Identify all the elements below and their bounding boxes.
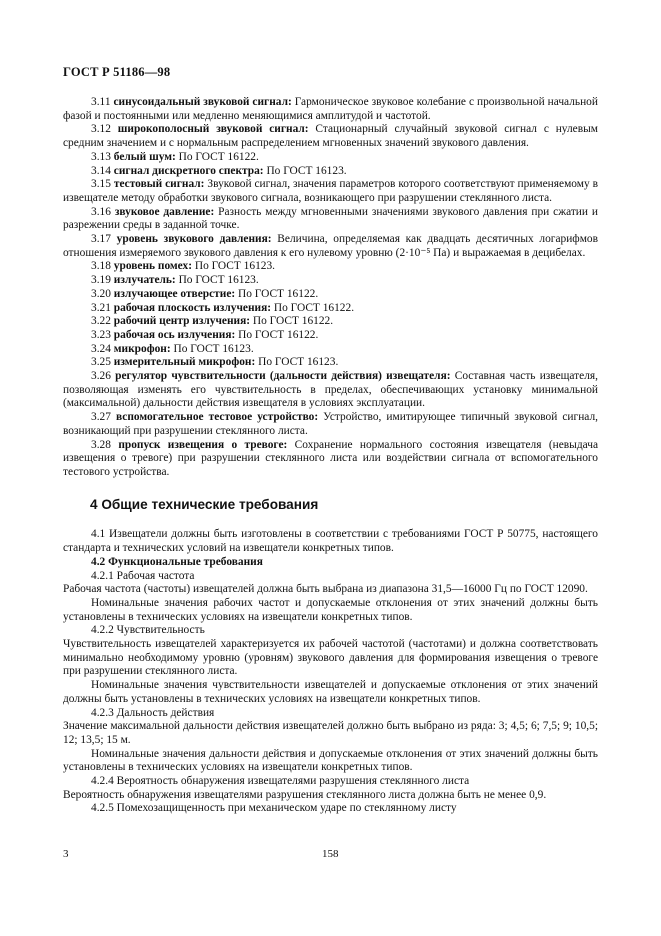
definition-number: 3.13: [91, 150, 111, 163]
definition-term: измерительный микрофон:: [113, 356, 256, 369]
paragraph-4-2-1b: Номинальные значения рабочих частот и допускаемые отклонения от этих значений должны быть установлены в технических условиях на извещатели конкретных типов.: [63, 596, 598, 623]
definition-text: По ГОСТ 16123.: [255, 356, 339, 369]
definition-text: По ГОСТ 16122.: [235, 287, 319, 300]
definition-text: Величина, определяемая как двадцать десятичных логарифмов отношения измеряемого звукового давления к его нулевому уровню (2·10⁻⁵ Па) и выражаемая в децибелах.: [63, 233, 598, 259]
definitions-list: [63, 96, 598, 480]
definition-item: [63, 370, 598, 411]
definition-term: рабочая плоскость излучения:: [113, 301, 272, 314]
definition-number: 3.15: [91, 178, 111, 191]
definition-text: По ГОСТ 16123.: [263, 164, 347, 177]
definition-item: [63, 343, 598, 357]
definition-term: белый шум:: [113, 150, 176, 163]
definition-term: тестовый сигнал:: [113, 178, 205, 191]
definition-term: рабочая ось излучения:: [113, 328, 236, 341]
definition-text: По ГОСТ 16123.: [170, 342, 254, 355]
definition-item: [63, 274, 598, 288]
document-header: ГОСТ Р 51186—98: [63, 65, 171, 79]
definition-item: [63, 315, 598, 329]
definition-term: звуковое давление:: [114, 205, 215, 218]
definition-text: По ГОСТ 16122.: [235, 328, 319, 341]
definition-term: вспомогательное тестовое устройство:: [115, 411, 319, 424]
definition-item: [63, 165, 598, 179]
definition-text: Сохранение нормального состояния извещателя (невыдача извещения о тревоге) при разрушении стеклянного листа или воздействии сигнала от вспомогательного тестового устройства.: [63, 438, 598, 478]
definition-text: По ГОСТ 16122.: [175, 150, 259, 163]
definition-item: [63, 233, 598, 260]
definition-number: 3.22: [91, 315, 111, 328]
definition-number: 3.28: [91, 438, 111, 451]
definition-item: [63, 178, 598, 205]
definition-item: [63, 356, 598, 370]
definition-number: 3.24: [91, 342, 111, 355]
definition-text: Составная часть извещателя, позволяющая изменять его чувствительность в пределах, обеспечивающих установку минимальной (максимальной) дальности действия извещателя в условиях эксплуатации.: [63, 370, 598, 410]
definition-number: 3.21: [91, 301, 111, 314]
definition-term: сигнал дискретного спектра:: [113, 164, 264, 177]
paragraph-4-2-3b: Номинальные значения дальности действия и допускаемые отклонения от этих значений должны быть установлены в технических условиях на извещатели конкретных типов.: [63, 747, 598, 774]
definition-item: [63, 302, 598, 316]
definition-number: 3.25: [91, 356, 111, 369]
heading-4-2-5: 4.2.5 Помехозащищенность при механическом ударе по стеклянному листу: [91, 802, 457, 815]
definition-item: [63, 96, 598, 123]
definition-item: [63, 260, 598, 274]
definition-term: излучающее отверстие:: [113, 287, 236, 300]
definition-number: 3.26: [91, 370, 111, 383]
definition-text: По ГОСТ 16123.: [192, 260, 276, 273]
definition-number: 3.12: [91, 123, 111, 136]
heading-4-2: 4.2 Функциональные требования: [91, 555, 263, 568]
definition-number: 3.11: [91, 96, 111, 108]
paragraph-4-2-4a: Вероятность обнаружения извещателями разрушения стеклянного листа должна быть не менее 0,9.: [63, 788, 547, 801]
definition-term: рабочий центр излучения:: [113, 315, 251, 328]
definition-term: широкополосный звуковой сигнал:: [117, 123, 309, 136]
section-4-title: 4 Общие технические требования: [90, 496, 319, 512]
definition-item: [63, 439, 598, 480]
heading-4-2-2: 4.2.2 Чувствительность: [91, 624, 205, 637]
definition-item: [63, 151, 598, 165]
definition-number: 3.14: [91, 164, 111, 177]
paragraph-4-1: 4.1 Извещатели должны быть изготовлены в соответствии с требованиями ГОСТ Р 50775, настоящего стандарта и технических условий на извещатели конкретных типов.: [63, 528, 598, 555]
definition-term: уровень звукового давления:: [116, 233, 272, 246]
definition-item: [63, 329, 598, 343]
definition-term: синусоидальный звуковой сигнал:: [113, 96, 292, 108]
page-number-left: 3: [63, 848, 69, 860]
definition-item: [63, 123, 598, 150]
definition-item: [63, 411, 598, 438]
heading-4-2-4: 4.2.4 Вероятность обнаружения извещателями разрушения стеклянного листа: [91, 775, 470, 788]
heading-4-2-3: 4.2.3 Дальность действия: [91, 706, 215, 719]
definition-number: 3.20: [91, 287, 111, 300]
definition-text: Разность между мгновенными значениями звукового давления при сжатии и разрежении среды в заданной точке.: [63, 205, 598, 232]
definition-term: микрофон:: [113, 342, 171, 355]
definition-number: 3.16: [91, 205, 111, 218]
definition-text: По ГОСТ 16122.: [250, 315, 334, 328]
paragraph-4-2-1a: Рабочая частота (частоты) извещателей должна быть выбрана из диапазона 31,5—16000 Гц по ГОСТ 12090.: [63, 583, 588, 596]
definition-text: Гармоническое звуковое колебание с произвольной начальной фазой и постоянными или медленно меняющимися амплитудой и частотой.: [63, 96, 598, 122]
definition-number: 3.18: [91, 260, 111, 273]
definition-text: Устройство, имитирующее типичный звуковой сигнал, возникающий при разрушении стеклянного листа.: [63, 411, 598, 437]
paragraph-4-2-2b: Номинальные значения чувствительности извещателей и допускаемые отклонения от этих значений должны быть установлены в технических условиях на извещатели конкретных типов.: [63, 679, 598, 705]
paragraph-4-2-3a: Значение максимальной дальности действия извещателей должно быть выбрано из ряда: 3; 4,5; 6; 7,5; 9; 10,5; 12; 13,5; 15 м.: [63, 720, 598, 746]
definition-item: [63, 206, 598, 233]
page-number-center: 158: [322, 848, 339, 860]
definition-term: пропуск извещения о тревоге:: [118, 438, 288, 451]
definition-text: Стационарный случайный звуковой сигнал с нулевым средним значением и с нормальным распределением мгновенных значений звукового давления.: [63, 123, 598, 150]
definition-term: уровень помех:: [113, 260, 192, 273]
definition-number: 3.27: [91, 411, 111, 424]
definition-number: 3.23: [91, 328, 111, 341]
definition-text: По ГОСТ 16122.: [271, 301, 355, 314]
definition-text: По ГОСТ 16123.: [175, 274, 259, 287]
document-body: [63, 96, 598, 816]
definition-text: Звуковой сигнал, значения параметров которого соответствуют применяемому в извещателе методу обработки звукового сигнала, возникающего при разрушении стеклянного листа.: [63, 178, 598, 204]
definition-number: 3.17: [91, 233, 111, 246]
definition-term: излучатель:: [113, 274, 176, 287]
heading-4-2-1: 4.2.1 Рабочая частота: [91, 569, 195, 582]
definition-item: [63, 288, 598, 302]
definition-number: 3.19: [91, 274, 111, 287]
paragraph-4-2-2a: Чувствительность извещателей характеризуется их рабочей частотой (частотами) и должна соответствовать минимально необходимому уровню (уровням) звукового давления для формирования извещения о тревоге при разрушении стеклянного листа.: [63, 638, 598, 678]
definition-term: регулятор чувствительности (дальности действия) извещателя:: [115, 370, 451, 383]
